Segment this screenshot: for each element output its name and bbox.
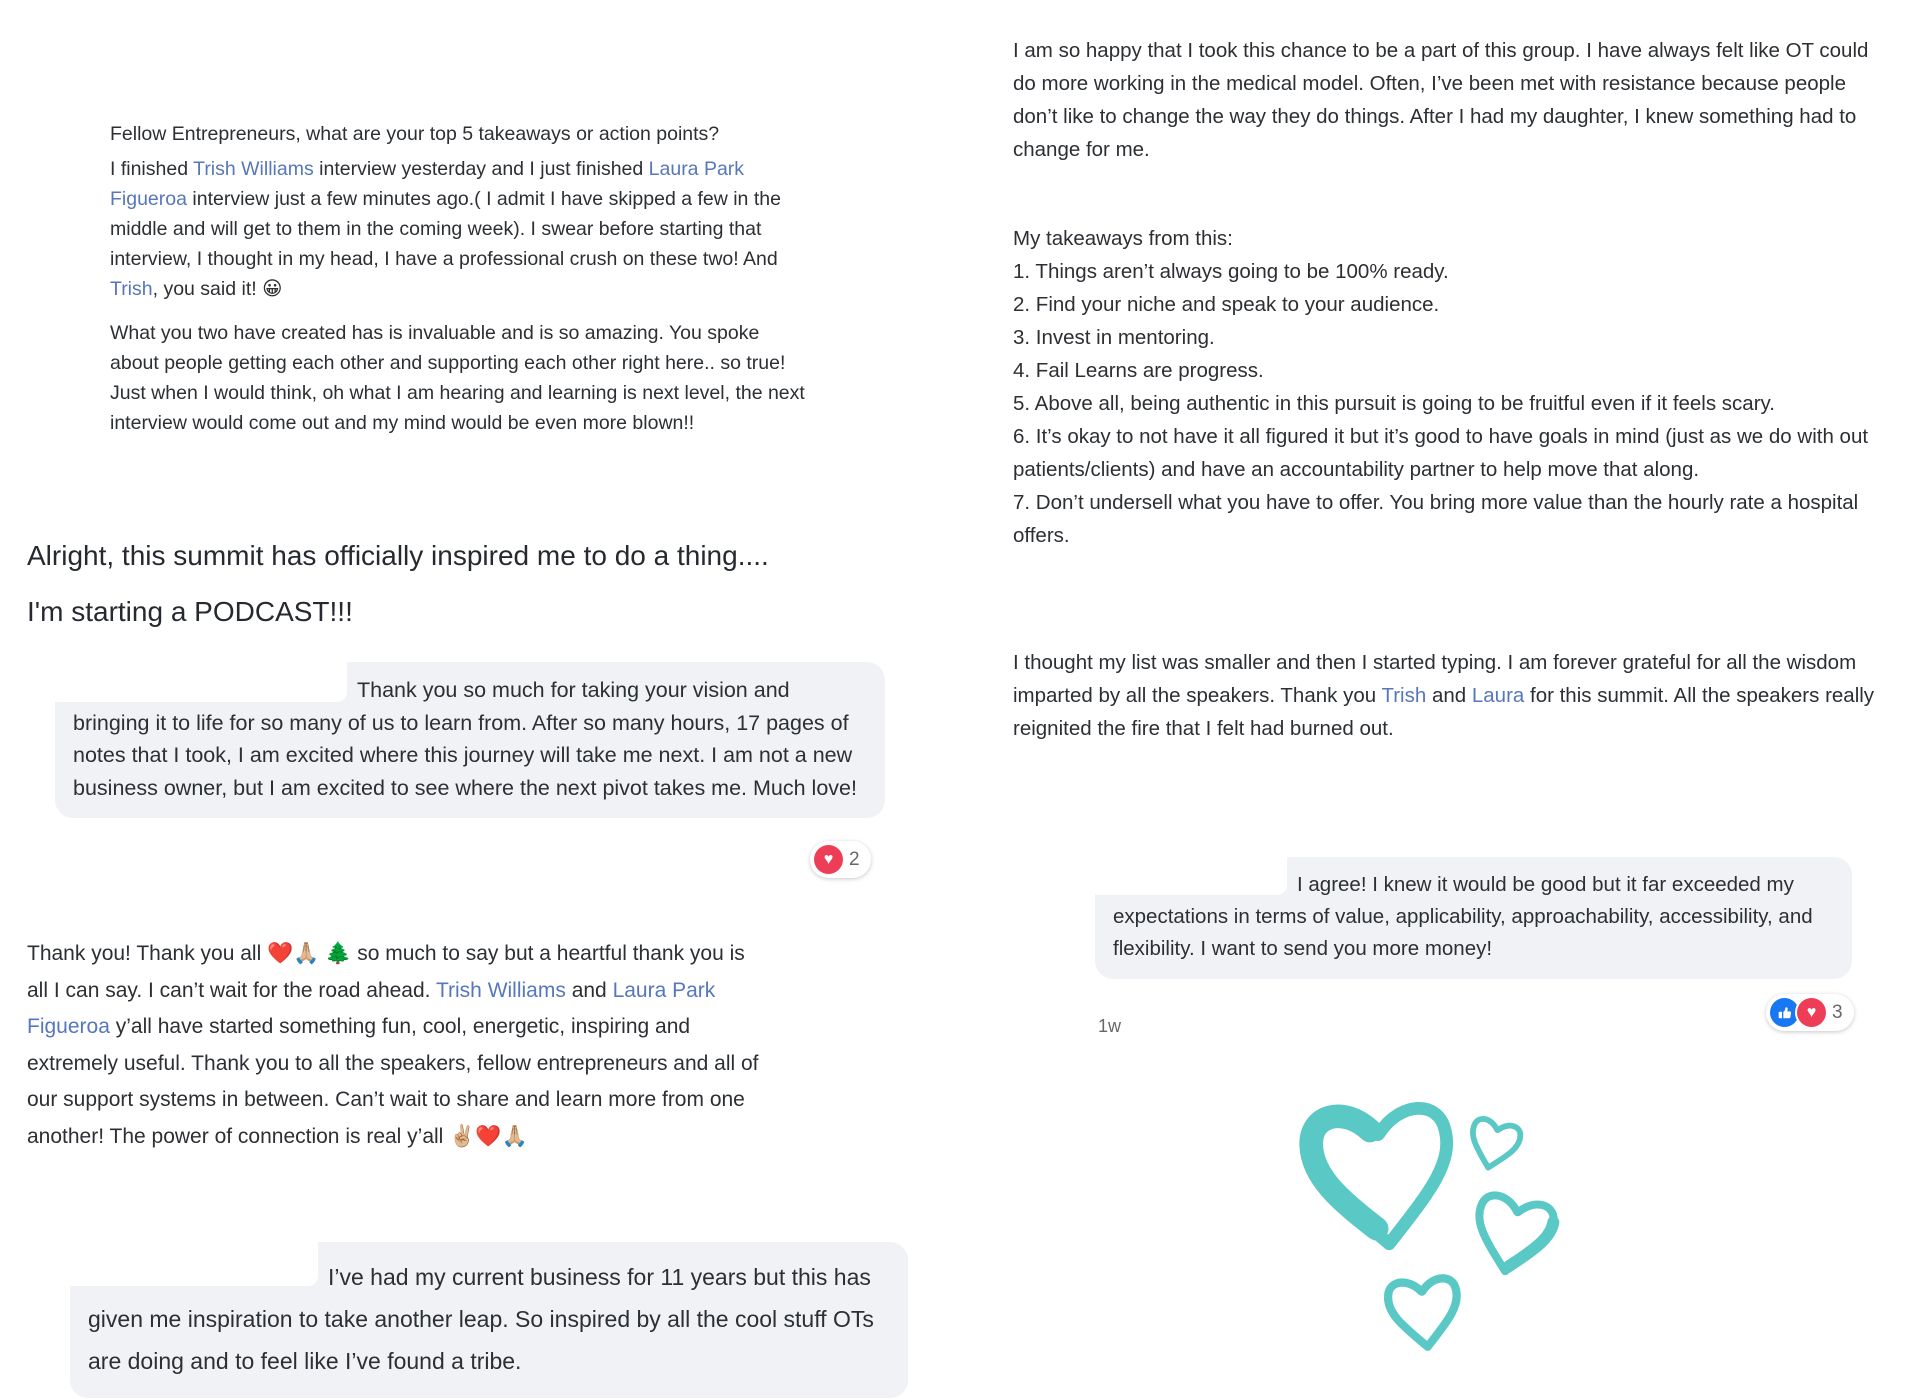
comment-bubble-vision bbox=[55, 662, 885, 818]
takeaway-item: 6. It’s okay to not have it all figured it but it’s good to have goals in mind (just as we do with out patients/clients) and have an accountability partner to help move that along. bbox=[1013, 425, 1869, 481]
podcast-announcement bbox=[27, 528, 769, 640]
link-trish[interactable]: Trish bbox=[110, 278, 153, 300]
link-trish-williams[interactable]: Trish Williams bbox=[193, 158, 314, 180]
thumbs-up-icon bbox=[1777, 1005, 1793, 1021]
post1-p2-text: interview yesterday and I just finished bbox=[313, 158, 649, 180]
link-laura-park-figueroa[interactable]: Laura Park Figueroa bbox=[110, 158, 745, 210]
takeaway-item: 3. Invest in mentoring. bbox=[1013, 326, 1215, 349]
takeaway-item: 2. Find your niche and speak to your audience. bbox=[1013, 293, 1440, 316]
post3-paragraph-3 bbox=[1013, 646, 1875, 745]
comment-text: I agree! I knew it would be good but it far exceeded my expectations in terms of value, applicability, approachability, accessibility, and flexibility. I want to send you more money! bbox=[1113, 873, 1813, 960]
takeaway-item: 4. Fail Learns are progress. bbox=[1013, 359, 1264, 382]
takeaway-item: 1. Things aren’t always going to be 100% ready. bbox=[1013, 260, 1449, 283]
link-trish-williams[interactable]: Trish Williams bbox=[435, 978, 566, 1002]
teal-heart-bottom-icon bbox=[1371, 1261, 1476, 1363]
post1-paragraph-2 bbox=[110, 154, 796, 304]
victory-heart-pray-emoji-icon: ✌🏼❤️🙏🏼 bbox=[449, 1124, 528, 1148]
post2-text: Thank you! Thank you all bbox=[27, 942, 268, 965]
post3-paragraph-1: I am so happy that I took this chance to be a part of this group. I have always felt like OT could do more working in the medical model. Often, I’ve been met with resistance because people don’t like to change the way they do things. After I had my daughter, I knew something had to change for me. bbox=[1013, 39, 1869, 161]
comment-text: I’ve had my current business for 11 years but this has given me inspiration to take another leap. So inspired by all the cool stuff OTs are doing and to feel like I’ve found a tribe. bbox=[88, 1264, 874, 1374]
post2-thank-you bbox=[27, 936, 769, 1155]
link-trish[interactable]: Trish bbox=[1381, 684, 1427, 707]
comment-timestamp[interactable]: 1w bbox=[1098, 1016, 1122, 1036]
takeaway-item: 7. Don’t undersell what you have to offer. You bring more value than the hourly rate a hospital offers. bbox=[1013, 491, 1859, 547]
heart-pray-tree-emoji-icon: ❤️🙏🏼 🌲 bbox=[267, 942, 352, 965]
post2-text: so much to say but a heartful thank you is all I can say. I can’t wait for the road ahead. bbox=[27, 942, 745, 1002]
reaction-count: 2 bbox=[849, 848, 860, 870]
redacted-commenter-name bbox=[70, 1242, 318, 1286]
post2-text: y’all have started something fun, cool, energetic, inspiring and extremely useful. Thank you to all the speakers, fellow entrepreneurs and all of our support systems in between. Can’t wait to share and learn more from one another! The power of connection is real y’all bbox=[27, 1015, 759, 1148]
comment-bubble-tribe bbox=[70, 1242, 908, 1398]
comment-bubble-agree bbox=[1095, 857, 1852, 979]
post3-p3-text: and bbox=[1426, 684, 1472, 707]
post1-p2-text: , you said it! bbox=[152, 278, 263, 300]
post2-text: and bbox=[565, 978, 613, 1002]
post1-p2-text: I finished bbox=[110, 158, 194, 180]
grinning-face-emoji-icon: 😀 bbox=[262, 278, 283, 300]
post1-p2-text: interview just a few minutes ago.( I admit I have skipped a few in the middle and will get to them in the coming week). I swear before starting that interview, I thought in my head, I have a professional crush on these two! And bbox=[110, 188, 781, 270]
post1-paragraph-3: What you two have created has is invaluable and is so amazing. You spoke about people getting each other and supporting each other right here.. so true! Just when I would think, oh what I am hearing and learning is next level, the next interview would come out and my mind would be even more blown!! bbox=[110, 322, 805, 434]
teal-heart-medium-icon bbox=[1451, 1174, 1575, 1294]
link-laura[interactable]: Laura bbox=[1471, 684, 1525, 707]
like-reaction-icon bbox=[1770, 998, 1799, 1027]
link-laura-park-figueroa[interactable]: Laura Park Figueroa bbox=[27, 978, 716, 1038]
announcement-line-2: I'm starting a PODCAST!!! bbox=[27, 596, 353, 627]
comment-text: Thank you so much for taking your vision and bringing it to life for so many of us to learn from. After so many hours, 17 pages of notes that I took, I am excited where this journey will take me next. I am not a new business owner, but I am excited to see where the next pivot takes me. Much love! bbox=[73, 678, 857, 800]
redacted-commenter-name bbox=[55, 662, 347, 702]
reaction-badge[interactable] bbox=[1766, 994, 1854, 1031]
redacted-commenter-name bbox=[1095, 857, 1287, 895]
teal-heart-large-icon bbox=[1279, 1075, 1485, 1276]
love-reaction-icon: ♥ bbox=[814, 845, 843, 874]
takeaway-item: 5. Above all, being authentic in this pursuit is going to be fruitful even if it feels scary. bbox=[1013, 392, 1775, 415]
announcement-line-1: Alright, this summit has officially inspired me to do a thing.... bbox=[27, 540, 769, 571]
takeaways-intro: My takeaways from this: bbox=[1013, 227, 1233, 250]
post3-p3-text: I thought my list was smaller and then I started typing. I am forever grateful for all the wisdom imparted by all the speakers. Thank you bbox=[1013, 651, 1857, 707]
love-reaction-icon: ♥ bbox=[1797, 998, 1826, 1027]
takeaways-list bbox=[1013, 222, 1875, 552]
reaction-count: 3 bbox=[1832, 1001, 1843, 1023]
reaction-badge[interactable] bbox=[810, 841, 871, 878]
post3-p3-text: for this summit. All the speakers really reignited the fire that I felt had burned out. bbox=[1013, 684, 1875, 740]
post1-question: Fellow Entrepreneurs, what are your top 5 takeaways or action points? bbox=[110, 123, 720, 145]
